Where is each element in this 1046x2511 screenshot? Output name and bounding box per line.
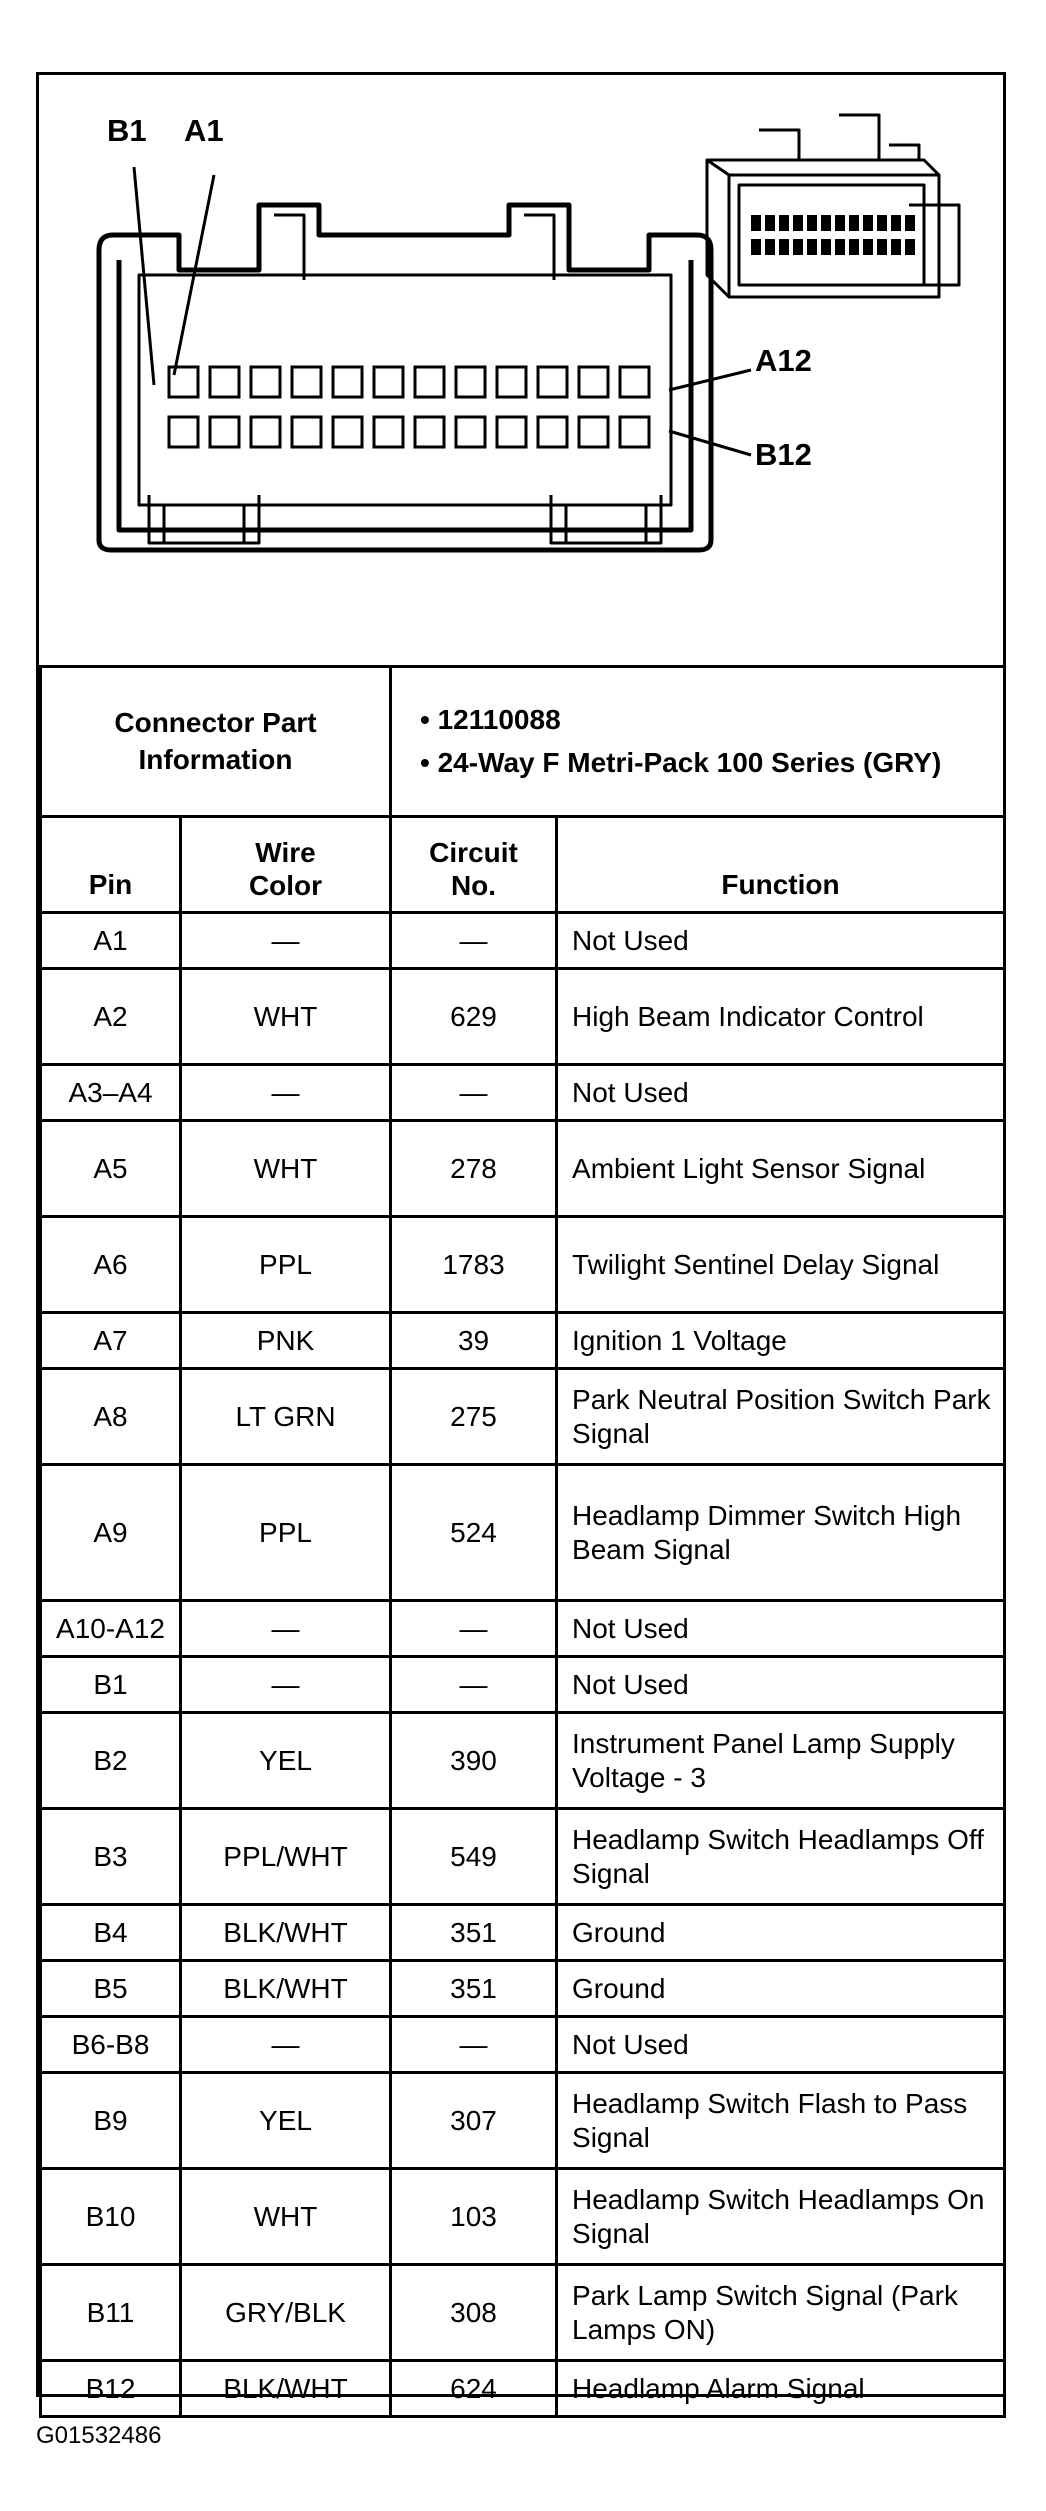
label-a1: A1 (184, 113, 224, 148)
table-row (41, 2361, 1005, 2417)
iso-pin (849, 215, 859, 231)
pin-cavity (251, 417, 280, 447)
iso-pin (793, 215, 803, 231)
wire-color-cell: GRY/BLK (181, 2265, 391, 2361)
pin-cavity (210, 367, 239, 397)
iso-pin (905, 215, 915, 231)
connector-face-drawing (39, 75, 1003, 665)
circuit-cell: 39 (391, 1313, 557, 1369)
col-header-wire-color (181, 817, 391, 913)
function-cell: Headlamp Switch Headlamps On Signal (557, 2169, 1005, 2265)
pin-cavity (497, 367, 526, 397)
table-row (41, 2073, 1005, 2169)
function-cell: Headlamp Switch Headlamps Off Signal (557, 1809, 1005, 1905)
iso-pin (751, 215, 761, 231)
table-row (41, 1905, 1005, 1961)
circuit-cell: 351 (391, 1961, 557, 2017)
circuit-cell: 278 (391, 1121, 557, 1217)
pin-cavity (292, 417, 321, 447)
pin-cell: B11 (41, 2265, 181, 2361)
wire-color-cell: PNK (181, 1313, 391, 1369)
connector-description: 24-Way F Metri-Pack 100 Series (GRY) (437, 746, 942, 778)
pin-cell: A7 (41, 1313, 181, 1369)
function-cell: Twilight Sentinel Delay Signal (557, 1217, 1005, 1313)
table-row (41, 1713, 1005, 1809)
function-cell: Not Used (557, 1657, 1005, 1713)
pin-cell: A1 (41, 913, 181, 969)
figure-id: G01532486 (36, 2422, 162, 2449)
circuit-cell: — (391, 2017, 557, 2073)
pin-cell: A6 (41, 1217, 181, 1313)
pin-cell: B4 (41, 1905, 181, 1961)
iso-pin (779, 239, 789, 255)
pin-cavity (579, 367, 608, 397)
function-cell: High Beam Indicator Control (557, 969, 1005, 1065)
table-row (41, 1065, 1005, 1121)
pin-cavity (497, 417, 526, 447)
wire-color-cell: PPL (181, 1217, 391, 1313)
pin-cavity (456, 417, 485, 447)
circuit-cell: 1783 (391, 1217, 557, 1313)
iso-pin (891, 215, 901, 231)
table-row (41, 2017, 1005, 2073)
function-cell: Headlamp Dimmer Switch High Beam Signal (557, 1465, 1005, 1601)
connector-info-details: • 12110088 • 24-Way F Metri-Pack 100 Series (GRY) (391, 667, 1005, 817)
iso-pin (835, 215, 845, 231)
wire-color-cell: — (181, 1657, 391, 1713)
column-header-row (41, 817, 1005, 913)
table-row (41, 1217, 1005, 1313)
pin-cavity (333, 367, 362, 397)
iso-pin (751, 239, 761, 255)
circuit-cell: 308 (391, 2265, 557, 2361)
iso-pin (821, 215, 831, 231)
function-cell: Not Used (557, 1065, 1005, 1121)
pin-cavity (415, 417, 444, 447)
circuit-cell: — (391, 1065, 557, 1121)
iso-pin (835, 239, 845, 255)
pin-cell: A8 (41, 1369, 181, 1465)
connector-info-heading: Connector Part Information (41, 667, 391, 817)
table-row (41, 2169, 1005, 2265)
table-row (41, 1313, 1005, 1369)
table-row (41, 1465, 1005, 1601)
function-cell: Not Used (557, 2017, 1005, 2073)
pinout-table (39, 665, 1006, 2418)
circuit-cell: 390 (391, 1713, 557, 1809)
iso-pin (905, 239, 915, 255)
pin-cavity (620, 417, 649, 447)
wire-color-cell: WHT (181, 2169, 391, 2265)
function-cell: Ground (557, 1961, 1005, 2017)
function-cell: Not Used (557, 1601, 1005, 1657)
wire-color-cell: — (181, 913, 391, 969)
wire-color-cell: BLK/WHT (181, 1905, 391, 1961)
circuit-cell: 275 (391, 1369, 557, 1465)
wire-color-cell: PPL (181, 1465, 391, 1601)
pin-cavity (374, 367, 403, 397)
circuit-cell: 629 (391, 969, 557, 1065)
col-header-pin: Pin (41, 817, 181, 913)
table-row (41, 2265, 1005, 2361)
col-header-function: Function (557, 817, 1005, 913)
pin-cavity (538, 417, 567, 447)
pin-cell: A5 (41, 1121, 181, 1217)
pin-cell: A10-A12 (41, 1601, 181, 1657)
table-row (41, 1657, 1005, 1713)
function-cell: Park Lamp Switch Signal (Park Lamps ON) (557, 2265, 1005, 2361)
function-cell: Not Used (557, 913, 1005, 969)
pin-cavity (251, 367, 280, 397)
function-cell: Headlamp Alarm Signal (557, 2361, 1005, 2417)
wire-color-cell: LT GRN (181, 1369, 391, 1465)
iso-pin (891, 239, 901, 255)
wire-color-cell: — (181, 2017, 391, 2073)
wire-color-cell: — (181, 1601, 391, 1657)
function-cell: Headlamp Switch Flash to Pass Signal (557, 2073, 1005, 2169)
wire-color-header-text: Wire Color (248, 836, 323, 902)
table-row (41, 913, 1005, 969)
table-row (41, 1961, 1005, 2017)
iso-pin (849, 239, 859, 255)
iso-pin (807, 239, 817, 255)
table-row (41, 1121, 1005, 1217)
iso-pin (793, 239, 803, 255)
wire-color-cell: WHT (181, 1121, 391, 1217)
iso-pin (765, 239, 775, 255)
wire-color-cell: PPL/WHT (181, 1809, 391, 1905)
pin-cavity (415, 367, 444, 397)
table-row (41, 1809, 1005, 1905)
circuit-header-text: Circuit No. (429, 836, 518, 902)
circuit-cell: 549 (391, 1809, 557, 1905)
wire-color-cell: — (181, 1065, 391, 1121)
pin-cavity (333, 417, 362, 447)
iso-pin (779, 215, 789, 231)
pin-cell: A3–A4 (41, 1065, 181, 1121)
wire-color-cell: YEL (181, 2073, 391, 2169)
pin-cell: B9 (41, 2073, 181, 2169)
wire-color-cell: YEL (181, 1713, 391, 1809)
iso-pin (863, 239, 873, 255)
iso-pin (877, 215, 887, 231)
function-cell: Ambient Light Sensor Signal (557, 1121, 1005, 1217)
pin-cell: B1 (41, 1657, 181, 1713)
pin-cell: A9 (41, 1465, 181, 1601)
iso-pin (821, 239, 831, 255)
pin-cell: B5 (41, 1961, 181, 2017)
col-header-circuit-no (391, 817, 557, 913)
pin-cavity (169, 417, 198, 447)
circuit-cell: — (391, 1657, 557, 1713)
pin-cell: B3 (41, 1809, 181, 1905)
table-row (41, 1369, 1005, 1465)
function-cell: Park Neutral Position Switch Park Signal (557, 1369, 1005, 1465)
wire-color-cell: BLK/WHT (181, 1961, 391, 2017)
pin-cavity (620, 367, 649, 397)
pin-cell: B2 (41, 1713, 181, 1809)
circuit-cell: 524 (391, 1465, 557, 1601)
circuit-cell: 307 (391, 2073, 557, 2169)
pin-cell: A2 (41, 969, 181, 1065)
pin-cavity (374, 417, 403, 447)
table-row (41, 1601, 1005, 1657)
connector-sheet (36, 72, 1006, 2404)
wire-color-cell: BLK/WHT (181, 2361, 391, 2417)
wire-color-cell: WHT (181, 969, 391, 1065)
circuit-cell: 351 (391, 1905, 557, 1961)
function-cell: Instrument Panel Lamp Supply Voltage - 3 (557, 1713, 1005, 1809)
label-b12: B12 (755, 437, 812, 472)
pin-cavity (292, 367, 321, 397)
pin-cavity (579, 417, 608, 447)
circuit-cell: 624 (391, 2361, 557, 2417)
label-a12: A12 (755, 343, 812, 378)
label-b1: B1 (107, 113, 147, 148)
pin-cell: B12 (41, 2361, 181, 2417)
pin-cell: B10 (41, 2169, 181, 2265)
circuit-cell: — (391, 913, 557, 969)
connector-diagram (39, 75, 1003, 665)
pin-cavity (210, 417, 239, 447)
connector-info-row (41, 667, 1005, 817)
function-cell: Ground (557, 1905, 1005, 1961)
function-cell: Ignition 1 Voltage (557, 1313, 1005, 1369)
iso-pin (807, 215, 817, 231)
circuit-cell: — (391, 1601, 557, 1657)
part-number: 12110088 (437, 704, 561, 736)
pin-cavity (456, 367, 485, 397)
pin-cell: B6-B8 (41, 2017, 181, 2073)
iso-pin (765, 215, 775, 231)
circuit-cell: 103 (391, 2169, 557, 2265)
pin-cavity (538, 367, 567, 397)
iso-pin (863, 215, 873, 231)
table-row (41, 969, 1005, 1065)
iso-pin (877, 239, 887, 255)
